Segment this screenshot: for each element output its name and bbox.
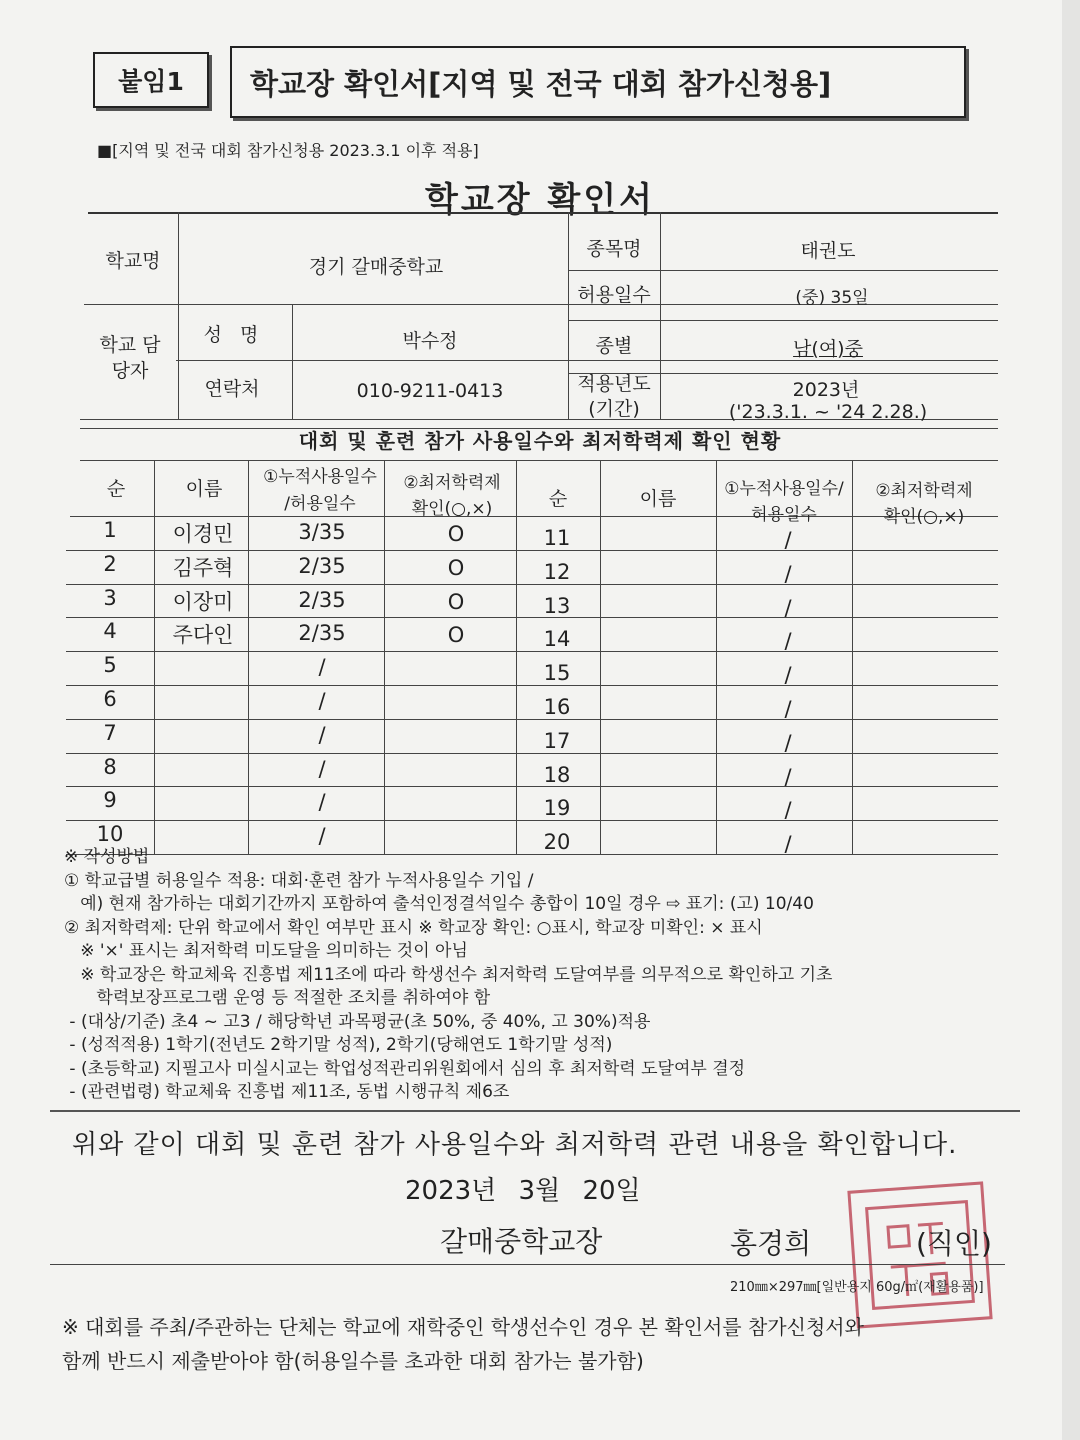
row-line bbox=[66, 550, 998, 551]
cumulative-days: / bbox=[318, 689, 326, 713]
rule bbox=[176, 360, 998, 361]
student-name: 주다인 bbox=[172, 623, 234, 648]
instruction-line: ※ 작성방법 bbox=[64, 847, 150, 867]
section-title: 대회 및 훈련 참가 사용일수와 최저학력제 확인 현황 bbox=[298, 429, 782, 453]
rule bbox=[568, 270, 998, 271]
instruction-line: - (대상/기준) 초4 ~ 고3 / 해당학년 과목평균(초 50%, 중 40%, 고 30%)적용 bbox=[64, 1011, 651, 1032]
row-number: 20 bbox=[543, 830, 571, 855]
row-number: 1 bbox=[103, 518, 117, 542]
student-name: 이경민 bbox=[172, 522, 234, 546]
principal-name: 홍경희 bbox=[730, 1227, 812, 1260]
cumulative-days: / bbox=[784, 697, 792, 721]
cumulative-days: / bbox=[784, 798, 792, 823]
school-label: 학교명 bbox=[105, 250, 161, 272]
th-days2-1: ①누적사용일수/ bbox=[724, 479, 844, 499]
cumulative-days: / bbox=[784, 528, 792, 552]
manager-name: 박수정 bbox=[402, 330, 458, 352]
row-number: 4 bbox=[103, 619, 117, 644]
row-number: 9 bbox=[103, 788, 117, 813]
cumulative-days: / bbox=[784, 629, 792, 654]
row-number: 11 bbox=[543, 526, 571, 550]
cumulative-days: / bbox=[784, 730, 792, 755]
event-value: 태권도 bbox=[800, 240, 856, 262]
row-number: 7 bbox=[103, 720, 117, 745]
allowed-days-value: (중) 35일 bbox=[795, 288, 869, 308]
rule bbox=[178, 212, 179, 420]
rule bbox=[88, 212, 998, 214]
cumulative-days: / bbox=[784, 561, 792, 586]
th-name: 이름 bbox=[185, 478, 223, 500]
cumulative-days: 3/35 bbox=[298, 520, 346, 544]
rule bbox=[716, 460, 717, 854]
row-number: 3 bbox=[103, 585, 117, 610]
cumulative-days: 2/35 bbox=[298, 621, 346, 646]
cumulative-days: / bbox=[784, 595, 792, 620]
th-check2-2: 확인(○,×) bbox=[883, 507, 965, 527]
seal-label: (직인) bbox=[916, 1227, 992, 1260]
instruction-line: ① 학교급별 허용일수 적용: 대회·훈련 참가 누적사용일수 기입 / bbox=[64, 870, 534, 891]
school-value: 경기 갈매중학교 bbox=[308, 256, 444, 278]
row-line bbox=[66, 685, 998, 686]
rule bbox=[516, 460, 517, 854]
instruction-line: ② 최저학력제: 단위 학교에서 확인 여부만 표시 ※ 학교장 확인: ○표시, 학교장 미확인: × 표시 bbox=[64, 917, 763, 938]
row-number: 16 bbox=[543, 695, 571, 719]
row-line bbox=[66, 719, 998, 720]
rule bbox=[80, 460, 998, 461]
th-name-2: 이름 bbox=[639, 488, 677, 510]
year-period: ('23.3.1. ~ '24 2.28.) bbox=[728, 401, 928, 423]
rule bbox=[292, 305, 293, 419]
instruction-line: - (초등학교) 지필고사 미실시교는 학업성적관리위원회에서 심의 후 최저학력 도달여부 결정 bbox=[64, 1058, 746, 1079]
rule bbox=[384, 460, 385, 854]
confirmation-statement: 위와 같이 대회 및 훈련 참가 사용일수와 최저학력 관련 내용을 확인합니다. bbox=[72, 1130, 958, 1160]
instruction-line: - (관련법령) 학교체육 진흥법 제11조, 동법 시행규칙 제6조 bbox=[64, 1082, 510, 1102]
th-days-1: ①누적사용일수 bbox=[263, 467, 377, 487]
instruction-line: 예) 현재 참가하는 대회기간까지 포함하여 출석인정결석일수 총합이 10일 경우 ⇨ 표기: (고) 10/40 bbox=[64, 894, 814, 914]
contact-label: 연락처 bbox=[204, 378, 260, 400]
instruction-line: - (성적적용) 1학기(전년도 2학기말 성적), 2학기(당해연도 1학기말 성적) bbox=[64, 1035, 613, 1055]
instruction-line: 학력보장프로그램 운영 등 적절한 조치를 취하여야 함 bbox=[64, 988, 491, 1008]
footer-note bbox=[62, 1310, 864, 1378]
min-grade-check: O bbox=[447, 623, 465, 648]
manager-label: 학교 담당자 bbox=[99, 334, 161, 382]
year-label: 적용년도 (기간) bbox=[577, 373, 651, 420]
contact-value: 010-9211-0413 bbox=[356, 380, 504, 402]
rule bbox=[248, 460, 249, 854]
th-days-2: /허용일수 bbox=[284, 494, 356, 514]
row-line bbox=[66, 651, 998, 652]
rule bbox=[568, 320, 998, 321]
row-number: 18 bbox=[543, 762, 571, 787]
th-check-1: ②최저학력제 bbox=[403, 473, 501, 493]
rule bbox=[50, 1110, 1020, 1112]
row-line bbox=[66, 617, 998, 618]
cumulative-days: / bbox=[318, 655, 326, 680]
student-name: 이장미 bbox=[172, 589, 234, 614]
row-number: 13 bbox=[543, 593, 571, 618]
gender-value: 남(여)중 bbox=[793, 338, 863, 360]
row-number: 10 bbox=[96, 822, 124, 847]
cumulative-days: / bbox=[318, 824, 326, 849]
student-name: 김주혁 bbox=[172, 555, 234, 580]
footer-line-1: ※ 대회를 주최/주관하는 단체는 학교에 재학중인 학생선수인 경우 본 확인서를 참가신청서와 bbox=[62, 1315, 864, 1339]
min-grade-check: O bbox=[447, 522, 465, 546]
min-grade-check: O bbox=[447, 589, 465, 614]
row-number: 17 bbox=[543, 728, 571, 753]
rule bbox=[600, 460, 601, 854]
cumulative-days: / bbox=[784, 663, 792, 688]
th-days2-2: 허용일수 bbox=[751, 505, 817, 525]
row-number: 5 bbox=[103, 653, 117, 678]
allowed-days-label: 허용일수 bbox=[577, 284, 651, 306]
row-number: 6 bbox=[103, 687, 117, 711]
th-check2-1: ②최저학력제 bbox=[875, 481, 973, 501]
min-grade-check: O bbox=[447, 555, 465, 580]
rule bbox=[70, 516, 998, 517]
event-label: 종목명 bbox=[586, 238, 642, 260]
rule bbox=[660, 212, 661, 420]
row-line bbox=[66, 753, 998, 754]
attachment-label: 붙임1 bbox=[93, 52, 209, 108]
cumulative-days: / bbox=[318, 790, 326, 815]
cumulative-days: / bbox=[318, 722, 326, 747]
rule bbox=[154, 460, 155, 854]
cumulative-days: / bbox=[318, 756, 326, 781]
rule bbox=[852, 460, 853, 854]
row-line bbox=[66, 584, 998, 585]
th-no-2: 순 bbox=[548, 488, 568, 510]
row-number: 14 bbox=[543, 627, 571, 652]
row-number: 8 bbox=[103, 754, 117, 779]
row-line bbox=[66, 786, 998, 787]
row-number: 2 bbox=[103, 551, 117, 576]
instruction-line: ※ '×' 표시는 최저학력 미도달을 의미하는 것이 아님 bbox=[64, 941, 468, 961]
instructions bbox=[64, 846, 1024, 1105]
row-number: 15 bbox=[543, 661, 571, 686]
th-check-2: 확인(○,×) bbox=[411, 499, 493, 519]
year-value: 2023년 bbox=[792, 379, 860, 401]
applicability-note: ■[지역 및 전국 대회 참가신청용 2023.3.1 이후 적용] bbox=[97, 141, 479, 160]
document-title: 학교장 확인서 bbox=[425, 180, 655, 220]
instruction-line: ※ 학교장은 학교체육 진흥법 제11조에 따라 학생선수 최저학력 도달여부를 의무적으로 확인하고 기초 bbox=[64, 964, 833, 985]
school-principal-title: 갈매중학교장 bbox=[440, 1225, 603, 1258]
th-no: 순 bbox=[106, 478, 126, 500]
cumulative-days: 2/35 bbox=[298, 587, 346, 612]
row-number: 12 bbox=[543, 559, 571, 584]
footer-line-2: 함께 반드시 제출받아야 함(허용일수를 초과한 대회 참가는 불가함) bbox=[62, 1349, 644, 1373]
cumulative-days: 2/35 bbox=[298, 553, 346, 578]
gender-label: 종별 bbox=[595, 335, 633, 357]
header-title-box: 학교장 확인서[지역 및 전국 대회 참가신청용] bbox=[230, 46, 966, 118]
row-number: 19 bbox=[543, 796, 571, 821]
name-label: 성 명 bbox=[203, 324, 265, 346]
cumulative-days: / bbox=[784, 764, 792, 789]
cumulative-days: / bbox=[784, 832, 792, 857]
issue-date: 2023년 3월 20일 bbox=[405, 1176, 641, 1206]
row-line bbox=[66, 820, 998, 821]
paper-size-note: 210㎜×297㎜[일반용지 60g/㎡(재활용품)] bbox=[730, 1280, 984, 1295]
rule bbox=[50, 1264, 1005, 1265]
